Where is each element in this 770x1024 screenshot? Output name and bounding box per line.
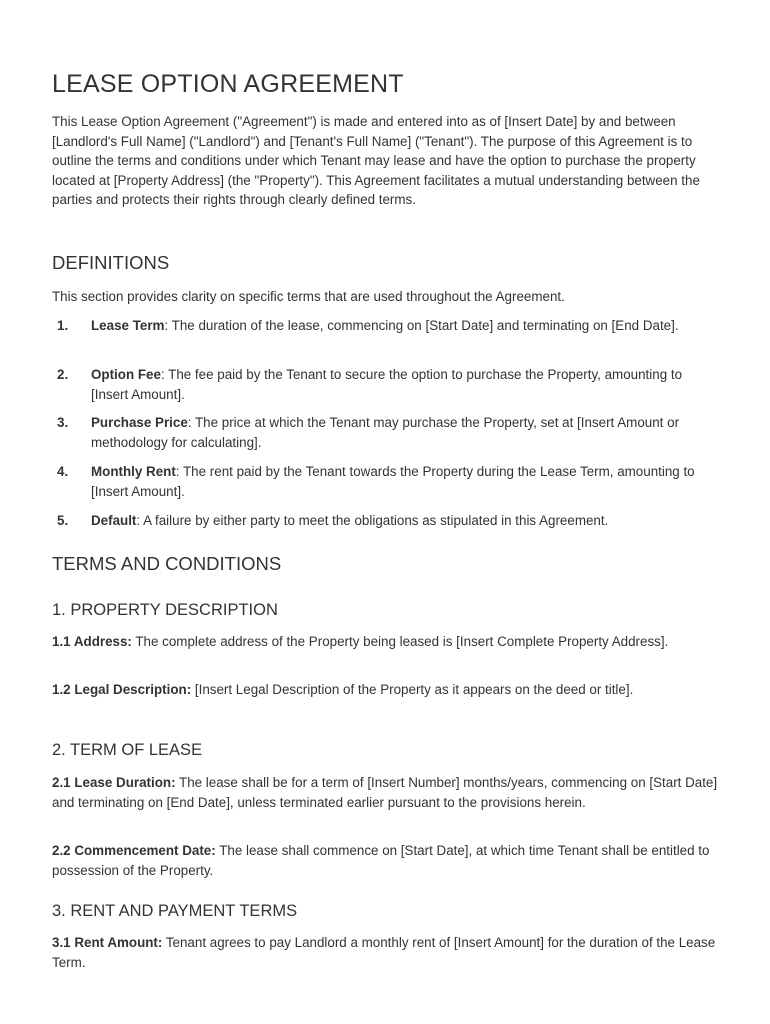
clause-label: 2.1 Lease Duration: [52, 775, 176, 790]
definition-item [52, 316, 724, 336]
definition-item [52, 462, 724, 501]
clause-text: Tenant agrees to pay Landlord a monthly rent of [Insert Amount] for the duration of the Lease Term. [52, 935, 716, 970]
clause-label: 1.2 Legal Description: [52, 682, 192, 697]
clause-text: The lease shall be for a term of [Insert Number] months/years, commencing on [Start Date] and terminating on [End Date], unless terminated earlier pursuant to the provisions herein. [52, 775, 718, 810]
definition-text: : The rent paid by the Tenant towards the Property during the Lease Term, amounting to [Insert Amount]. [91, 464, 695, 499]
clause-label: 2.2 Commencement Date: [52, 843, 216, 858]
definition-number: 5. [57, 513, 69, 528]
definition-text: : The price at which the Tenant may purchase the Property, set at [Insert Amount or methodology for calculating]. [91, 415, 680, 450]
clause [52, 680, 724, 700]
definition-body [91, 365, 711, 404]
definition-body [91, 511, 711, 531]
clause [52, 632, 724, 652]
definition-number: 2. [57, 367, 69, 382]
definition-text: : The fee paid by the Tenant to secure the option to purchase the Property, amounting to [Insert Amount]. [91, 367, 683, 402]
section-heading: 1. PROPERTY DESCRIPTION [52, 601, 278, 619]
section-heading: 3. RENT AND PAYMENT TERMS [52, 902, 298, 920]
clause-label: 1.1 Address: [52, 634, 132, 649]
clause-text: [Insert Legal Description of the Property as it appears on the deed or title]. [191, 682, 634, 697]
terms-heading: TERMS AND CONDITIONS [52, 553, 282, 574]
definition-term: Monthly Rent [91, 464, 176, 479]
definition-term: Option Fee [91, 367, 161, 382]
definition-number: 1. [57, 318, 69, 333]
definition-term: Purchase Price [91, 415, 188, 430]
intro-paragraph: This Lease Option Agreement ("Agreement") is made and entered into as of [Insert Date] by and between [Landlord's Full Name] ("Landlord") and [Tenant's Full Name] ("Tenant"). The purpose of this Agreement is to outline the terms and conditions under which Tenant may lease and have the option to purchase the property located at [Property Address] (the "Property"). This Agreement facilitates a mutual understanding between the parties and protects their rights through clearly defined terms. [52, 114, 700, 208]
definition-body [91, 462, 711, 501]
definition-text: : A failure by either party to meet the obligations as stipulated in this Agreement. [136, 513, 609, 528]
definition-number: 4. [57, 464, 69, 479]
definition-text: : The duration of the lease, commencing on [Start Date] and terminating on [End Date]. [164, 318, 679, 333]
clause [52, 841, 724, 880]
clause-text: The lease shall commence on [Start Date], at which time Tenant shall be entitled to possession of the Property. [52, 843, 710, 878]
definition-item [52, 413, 724, 452]
definition-body [91, 413, 711, 452]
definition-item [52, 365, 724, 404]
definition-body [91, 316, 711, 336]
section-heading: 2. TERM OF LEASE [52, 741, 203, 759]
definitions-heading: DEFINITIONS [52, 252, 170, 273]
definition-item [52, 511, 724, 531]
clause [52, 933, 724, 972]
document-title: LEASE OPTION AGREEMENT [52, 70, 404, 98]
clause [52, 773, 724, 812]
definitions-intro: This section provides clarity on specific terms that are used throughout the Agreement. [52, 289, 565, 304]
definition-number: 3. [57, 415, 69, 430]
clause-label: 3.1 Rent Amount: [52, 935, 163, 950]
definition-term: Default [91, 513, 137, 528]
clause-text: The complete address of the Property being leased is [Insert Complete Property Address]. [131, 634, 669, 649]
definition-term: Lease Term [91, 318, 165, 333]
